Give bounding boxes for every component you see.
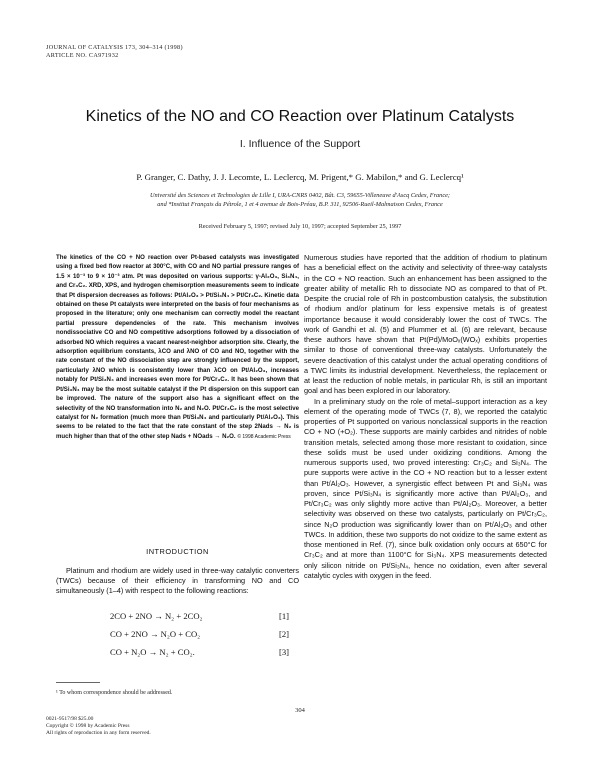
section-heading-introduction: INTRODUCTION: [146, 547, 209, 556]
equation-number: [2]: [278, 629, 289, 639]
copyright-line: Copyright © 1998 by Academic Press: [46, 723, 130, 729]
paper-title: Kinetics of the NO and CO Reaction over Platinum Catalysts: [85, 108, 515, 125]
abstract: [56, 253, 299, 442]
equation-2: [56, 629, 299, 643]
body-paragraph-2: In a preliminary study on the role of metal–support interaction as a key element of the operating mode of TWCs (7, 8), we reported the catalytic properties of Pt supported on various nonclassical supports in the reaction CO + NO (+O₂). These supports are mainly carbides and nitrides of noble transition metals, selected among those more resistant to oxidation, since these solids must be used under oxidizing conditions. Among the numerous supports used, two proved interesting: Cr₃C₂ and Si₃N₄. The pure supports were active in the CO + NO reaction but to a lesser extent than Pt/Al₂O₃. However, a synergistic effect between Pt and Si₃N₄ was proven, since Pt/Si₃N₄ is significantly more active than Pt/Al₂O₃, and Pt/Cr₃C₂ was only slightly more active than Pt/Al₂O₃. Moreover, a better selectivity was observed on these two catalysts, particularly on Pt/Cr₃C₂, since N₂O production was significantly lower than on Pt/Al₂O₃ and other TWCs. In addition, these two supports do not oxidize to the same extent as those mentioned in Ref. (7), since bulk oxidation only occurs at 650°C for Cr₃C₂ and at more than 1100°C for Si₃N₄. XPS measurements detected only silicon nitride on Pt/Si₃N₄, hence no oxidation, even after several catalytic cycles with oxygen in the feed.: [304, 396, 547, 580]
intro-paragraph: Platinum and rhodium are widely used in three-way catalytic converters (TWCs) because of their efficiency in transforming NO and CO simultaneously (1–4) with respect to the following reactions:: [56, 566, 299, 596]
equation-3: [56, 647, 299, 661]
journal-citation: JOURNAL OF CATALYSIS 173, 304–314 (1998): [46, 44, 183, 51]
rights-line: All rights of reproduction in any form reserved.: [46, 730, 151, 736]
equation-expression: CO + 2NO → N₂O + CO₂: [110, 629, 201, 639]
affiliation-ifp: and *Institut Français du Pétrole, 1 et 4 avenue de Bois-Préau, B.P. 311, 92506-Rueil-Malmaison Cedex, France: [157, 201, 443, 208]
footnote: ¹ To whom correspondence should be addressed.: [56, 690, 173, 696]
abstract-copyright: © 1998 Academic Press: [237, 433, 291, 440]
journal-header: [46, 44, 183, 60]
copyright-block: [46, 716, 151, 737]
equation-number: [3]: [278, 647, 289, 657]
right-column: [304, 253, 547, 581]
body-paragraph-1: Numerous studies have reported that the addition of rhodium to platinum has a beneficial effect on the activity and selectivity of three-way catalysts in the CO + NO reaction. Such an enhancement has been assigned to the greater ability of metallic Rh to dissociate NO as compared to that of Pt. Despite the crucial role of Rh in postcombustion catalysis, the substitution of rhodium and/or platinum for less expensive metals is of greatest importance because it would considerably lower the cost of TWCs. The work of Gandhi et al. (5) and Plummer et al. (6) are relevant, because these authors have shown that Pt(Pd)/MoOₓ(WOₓ) exhibits properties similar to those of conventional three-way catalysts. Unfortunately the severe deactivation of this catalyst under the actual operating conditions of a TWC limits its industrial development. Nevertheless, the replacement or at least the reduction of noble metals, in particular Rh, is still an important goal and has been explored in our laboratory.: [304, 253, 547, 396]
abstract-text: The kinetics of the CO + NO reaction over Pt-based catalysts was investigated using a fixed bed flow reactor at 300°C, with CO and NO partial pressure ranges of 1.5 × 10⁻³ to 9 × 10⁻³ atm. Pt was deposited on various supports: γ-Al₂O₃, Si₃N₄, and Cr₃C₂. XRD, XPS, and hydrogen chemisorption measurements seem to indicate that Pt dispersion decreases as follows: Pt/Al₂O₃ > Pt/Si₃N₄ > Pt/Cr₃C₂. Kinetic data obtained on these Pt catalysts were interpreted on the basis of four mechanisms as proposed in the literature; only one mechanism can correctly model the reactant partial pressure dependencies of the rate. This mechanism involves nondissociative CO and NO competitive adsorptions followed by a dissociation of adsorbed NO which requires a vacant nearest-neighbor adsorption site. Clearly, the adsorption equilibrium constants, λCO and λNO of CO and NO, together with the rate constant of the NO dissociation step are strongly influenced by the support, particularly λNO which is consistently lower than λCO on Pt/Al₂O₃, increases notably for Pt/Si₃N₄ and increases even more for Pt/Cr₃C₂. It has been shown that Pt/Si₃N₄ may be the most suitable catalyst if the Pt dispersion on this support can be improved. The nature of the support also has a significant effect on the selectivity of the NO transformation into N₂ and N₂O. Pt/Cr₃C₂ is the most selective catalyst for N₂ formation (much more than Pt/Si₃N₄ and particularly Pt/Al₂O₃). This seems to be related to the fact that the rate constant of the step 2Nads → N₂ is much higher than that of the other step Nads + NOads → N₂O.: [56, 254, 299, 440]
footnote-divider: [56, 682, 100, 683]
equation-1: [56, 611, 299, 625]
affiliation-lille: Université des Sciences et Technologies de Lille I, URA-CNRS 0402, Bât. C3, 59655-Villeneuve d'Ascq Cedex, France;: [149, 192, 451, 199]
equation-expression: 2CO + 2NO → N₂ + 2CO₂: [110, 611, 203, 621]
issn-price: 0021-9517/98 $25.00: [46, 716, 94, 722]
page-number: 304: [295, 707, 305, 714]
paper-subtitle: I. Influence of the Support: [239, 138, 361, 150]
author-list: P. Granger, C. Dathy, J. J. Lecomte, L. Leclercq, M. Prigent,* G. Mabilon,* and G. Leclercq¹: [136, 172, 464, 182]
article-number: ARTICLE NO. CA971932: [46, 52, 119, 59]
equation-number: [1]: [278, 611, 289, 621]
received-dates: Received February 5, 1997; revised July 10, 1997; accepted September 25, 1997: [198, 223, 402, 230]
affiliations: [60, 191, 540, 209]
equation-expression: CO + N₂O → N₂ + CO₂.: [110, 647, 195, 657]
